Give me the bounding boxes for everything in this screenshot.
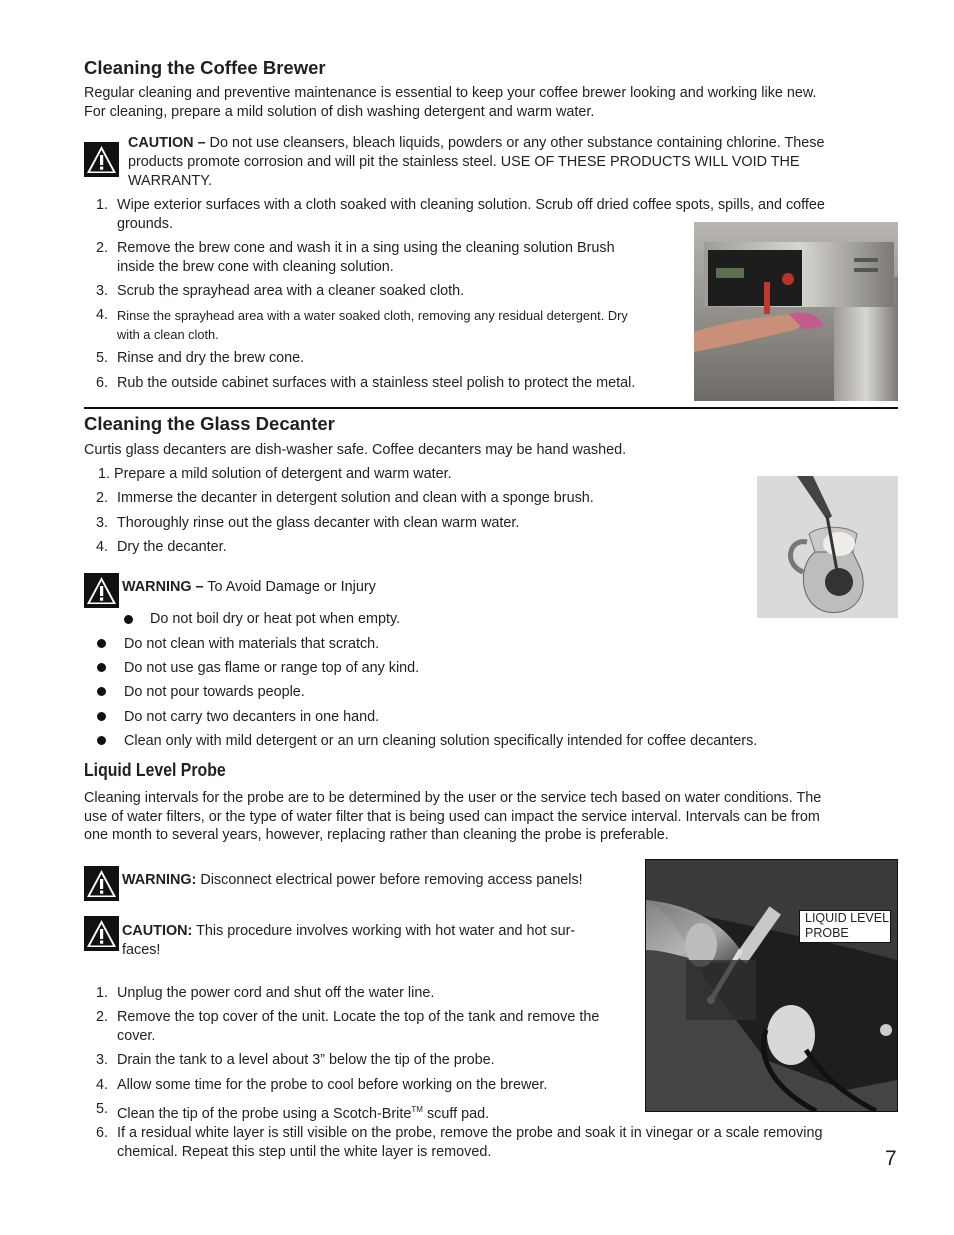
probe-intro-line1: Cleaning intervals for the probe are to be determined by the user or the service tech based on water conditions. The [84, 790, 822, 806]
step-number: 1. [96, 985, 109, 1001]
brewer-step-1-line1: Wipe exterior surfaces with a cloth soaked with cleaning solution. Scrub off dried coffee spots, spills, and coffee [117, 197, 825, 213]
probe-step-5: Clean the tip of the probe using a Scotch-Brite™ scuff pad. [117, 1105, 490, 1122]
decanter-warning: WARNING – To Avoid Damage or Injury [122, 579, 376, 595]
brewer-caution-line3: WARRANTY. [128, 173, 212, 189]
decanter-bullet-1: Do not boil dry or heat pot when empty. [150, 611, 401, 627]
step-number: 6. [96, 1125, 109, 1141]
decanter-step-3: Thoroughly rinse out the glass decanter with clean warm water. [117, 515, 520, 531]
decanter-step-1: 1. Prepare a mild solution of detergent and warm water. [98, 466, 452, 482]
decanter-bullet-3: Do not use gas flame or range top of any kind. [124, 660, 420, 676]
probe-step-1: Unplug the power cord and shut off the water line. [117, 985, 435, 1001]
step-number: 2. [96, 1009, 109, 1025]
brewer-step-2-line2: inside the brew cone with cleaning solution. [117, 259, 394, 275]
decanter-bullet-4: Do not pour towards people. [124, 684, 305, 700]
section-title-probe: Liquid Level Probe [84, 760, 226, 780]
decanter-cleaning-photo [757, 476, 898, 618]
bullet-icon [97, 663, 106, 672]
section-divider [84, 407, 898, 409]
probe-step-3: Drain the tank to a level about 3” below the tip of the probe. [117, 1052, 495, 1068]
probe-caution-line2: faces! [122, 942, 161, 958]
bullet-icon [97, 687, 106, 696]
step-number: 5. [96, 350, 109, 366]
step-number: 3. [96, 283, 109, 299]
brewer-caution-line1: CAUTION – Do not use cleansers, bleach liquids, powders or any other substance containing chlorine. These [128, 135, 825, 151]
brewer-cleaning-photo [694, 222, 898, 401]
brewer-step-1-line2: grounds. [117, 216, 174, 232]
step-number: 4. [96, 539, 109, 555]
step-number: 3. [96, 515, 109, 531]
liquid-level-probe-photo [645, 859, 898, 1112]
step-number: 4. [96, 1077, 109, 1093]
step-number: 3. [96, 1052, 109, 1068]
probe-intro-line3: one month to several years, however, replacing rather than cleaning the probe is preferable. [84, 827, 669, 843]
probe-step-4: Allow some time for the probe to cool before working on the brewer. [117, 1077, 548, 1093]
brewer-intro-line2: For cleaning, prepare a mild solution of dish washing detergent and warm water. [84, 104, 595, 120]
decanter-bullet-2: Do not clean with materials that scratch. [124, 636, 380, 652]
probe-intro-line2: use of water filters, or the type of water filter that is being used can impact the service interval. Intervals can be from [84, 809, 820, 825]
probe-warning: WARNING: Disconnect electrical power before removing access panels! [122, 872, 583, 888]
brewer-step-3: Scrub the sprayhead area with a cleaner soaked cloth. [117, 283, 465, 299]
brewer-step-4-line2: with a clean cloth. [117, 327, 219, 342]
decanter-step-2: Immerse the decanter in detergent solution and clean with a sponge brush. [117, 490, 594, 506]
warning-icon [84, 866, 119, 901]
bullet-icon [124, 615, 133, 624]
page-number: 7 [885, 1147, 897, 1170]
probe-step-2-line2: cover. [117, 1028, 156, 1044]
section-title-brewer: Cleaning the Coffee Brewer [84, 57, 326, 78]
brewer-caution-line2: products promote corrosion and will pit the stainless steel. USE OF THESE PRODUCTS WILL VOID THE [128, 154, 800, 170]
probe-step-6-line1: If a residual white layer is still visible on the probe, remove the probe and soak it in vinegar or a scale removing [117, 1125, 823, 1141]
step-number: 4. [96, 307, 109, 323]
decanter-bullet-5: Do not carry two decanters in one hand. [124, 709, 380, 725]
probe-caution-line1: CAUTION: This procedure involves working with hot water and hot sur- [122, 923, 576, 939]
decanter-step-4: Dry the decanter. [117, 539, 227, 555]
caution-icon [84, 916, 119, 951]
decanter-intro: Curtis glass decanters are dish-washer safe. Coffee decanters may be hand washed. [84, 442, 627, 458]
brewer-intro-line1: Regular cleaning and preventive maintenance is essential to keep your coffee brewer looking and working like new. [84, 85, 817, 101]
brewer-step-6: Rub the outside cabinet surfaces with a stainless steel polish to protect the metal. [117, 375, 636, 391]
probe-callout-label: LIQUID LEVEL PROBE [799, 910, 891, 943]
step-number: 1. [96, 197, 109, 213]
section-title-decanter: Cleaning the Glass Decanter [84, 413, 335, 434]
brewer-step-4-line1: Rinse the sprayhead area with a water soaked cloth, removing any residual detergent. Dry [117, 308, 628, 323]
bullet-icon [97, 639, 106, 648]
bullet-icon [97, 712, 106, 721]
caution-icon [84, 142, 119, 177]
brewer-step-5: Rinse and dry the brew cone. [117, 350, 305, 366]
step-number: 5. [96, 1101, 109, 1117]
step-number: 6. [96, 375, 109, 391]
step-number: 2. [96, 490, 109, 506]
warning-icon [84, 573, 119, 608]
step-number: 2. [96, 240, 109, 256]
brewer-step-2-line1: Remove the brew cone and wash it in a sing using the cleaning solution Brush [117, 240, 615, 256]
decanter-bullet-6: Clean only with mild detergent or an urn cleaning solution specifically intended for coffee decanters. [124, 733, 758, 749]
bullet-icon [97, 736, 106, 745]
probe-step-2-line1: Remove the top cover of the unit. Locate the top of the tank and remove the [117, 1009, 600, 1025]
probe-step-6-line2: chemical. Repeat this step until the white layer is removed. [117, 1144, 492, 1160]
